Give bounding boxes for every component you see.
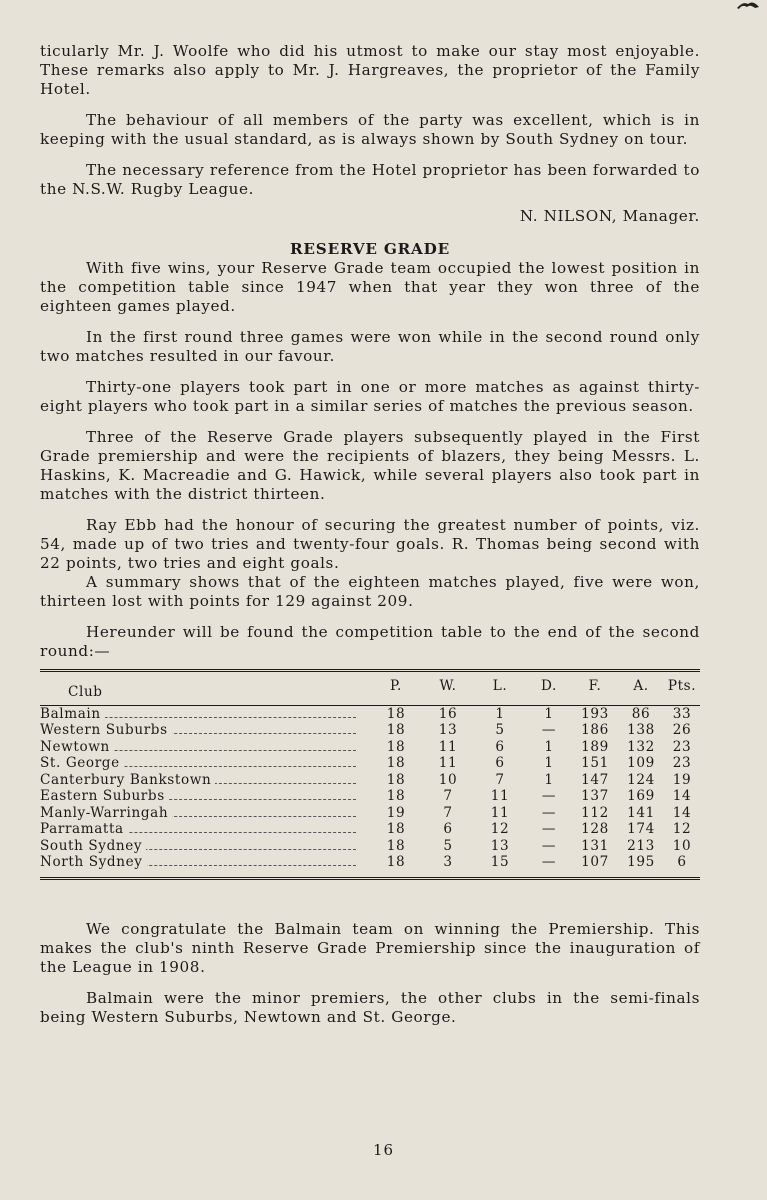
cell-l: 15 [490, 854, 510, 870]
cell-w: 3 [443, 854, 453, 870]
table-row [40, 705, 700, 722]
competition-table-wrap [40, 669, 700, 880]
cell-pts: 19 [672, 771, 692, 788]
cell-pts: 33 [672, 705, 692, 722]
competition-table [40, 672, 700, 871]
cell-w: 16 [438, 705, 458, 722]
cell-f: 128 [581, 821, 609, 837]
club-name: Western Suburbs [40, 722, 172, 738]
cell-w: 11 [438, 738, 458, 755]
cell-p: 19 [386, 804, 406, 821]
club-name: Canterbury Bankstown [40, 772, 215, 788]
cell-d: — [541, 854, 557, 870]
club-name: Manly-Warringah [40, 805, 172, 821]
cell-p: 18 [386, 788, 406, 804]
cell-pts: 10 [672, 837, 692, 854]
table-row [40, 854, 700, 871]
cell-l: 6 [495, 755, 505, 771]
cell-d: 1 [544, 705, 554, 722]
cell-p: 18 [386, 821, 406, 837]
cell-p: 18 [386, 755, 406, 771]
cell-d: 1 [544, 738, 554, 755]
cell-club [40, 854, 370, 871]
paragraph-table-intro: Hereunder will be found the competition table to the end of the second round:— [40, 623, 700, 660]
cell-a: 213 [627, 837, 655, 854]
cell-d: 1 [544, 771, 554, 788]
cell-pts: 14 [672, 804, 692, 821]
paragraph-summary: A summary shows that of the eighteen matches played, five were won, thirteen lost with points for 129 against 209. [40, 573, 700, 610]
cell-w: 10 [438, 771, 458, 788]
cell-d: — [541, 821, 557, 837]
cell-p: 18 [386, 837, 406, 854]
cell-w: 13 [438, 722, 458, 738]
table-row [40, 722, 700, 739]
cell-a: 109 [627, 755, 655, 771]
cell-p: 18 [386, 705, 406, 722]
header-lost: L. [474, 672, 526, 705]
cell-l: 7 [495, 771, 505, 788]
table-row [40, 755, 700, 772]
cell-l: 11 [490, 788, 510, 804]
cell-club [40, 838, 370, 855]
cell-w: 5 [443, 837, 453, 854]
cell-a: 138 [627, 722, 655, 738]
page-number: 16 [372, 1141, 395, 1159]
cell-pts: 12 [672, 821, 692, 837]
cell-pts: 6 [677, 854, 687, 870]
paragraph-rounds: In the first round three games were won while in the second round only two matches resulted in our favour. [40, 328, 700, 365]
cell-f: 107 [581, 854, 609, 870]
paragraph-first-grade: Three of the Reserve Grade players subsequently played in the First Grade premiership and were the recipients of blazers, they being Messrs. L. Haskins, K. Macreadie and G. Hawick, while several players also took part in matches with the district thirteen. [40, 428, 700, 503]
cell-club [40, 722, 370, 739]
club-name: Newtown [40, 739, 114, 755]
cell-l: 5 [495, 722, 505, 738]
cell-f: 112 [581, 804, 609, 821]
cell-l: 1 [495, 705, 505, 722]
table-row [40, 838, 700, 855]
cell-f: 131 [581, 837, 609, 854]
cell-club [40, 821, 370, 838]
cell-f: 137 [581, 788, 609, 804]
paragraph-points: Ray Ebb had the honour of securing the greatest number of points, viz. 54, made up of two tries and twenty-four goals. R. Thomas being second with 22 points, two tries and eight goals. [40, 516, 700, 572]
cell-l: 12 [490, 821, 510, 837]
club-name: South Sydney [40, 838, 146, 854]
paragraph-minor-premiers: Balmain were the minor premiers, the other clubs in the semi-finals being Western Suburbs, Newtown and St. George. [40, 988, 700, 1026]
club-name: Parramatta [40, 821, 128, 837]
cell-pts: 23 [672, 755, 692, 771]
cell-f: 193 [581, 705, 609, 722]
paragraph-players: Thirty-one players took part in one or more matches as against thirty-eight players who took part in a similar series of matches the previous season. [40, 378, 700, 415]
cell-a: 195 [627, 854, 655, 870]
cell-club [40, 755, 370, 772]
club-name: Balmain [40, 706, 105, 722]
cell-w: 7 [443, 804, 453, 821]
cell-f: 147 [581, 771, 609, 788]
club-name: Eastern Suburbs [40, 788, 169, 804]
paragraph-five-wins: With five wins, your Reserve Grade team occupied the lowest position in the competition table since 1947 when that year they won three of the eighteen games played. [40, 259, 700, 315]
cell-l: 11 [490, 804, 510, 821]
cell-f: 151 [581, 755, 609, 771]
table-header-row [40, 672, 700, 705]
table-row [40, 772, 700, 789]
cell-club [40, 739, 370, 756]
cell-w: 7 [443, 788, 453, 804]
cell-p: 18 [386, 771, 406, 788]
header-club: Club [40, 672, 370, 705]
cell-a: 86 [631, 705, 651, 722]
cell-f: 186 [581, 722, 609, 738]
cell-a: 141 [627, 804, 655, 821]
club-name: North Sydney [40, 854, 147, 870]
cell-a: 132 [627, 738, 655, 755]
manager-signature: N. NILSON, Manager. [519, 207, 700, 225]
cell-club [40, 805, 370, 822]
cell-d: 1 [544, 755, 554, 771]
table-row [40, 739, 700, 756]
table-body [40, 705, 700, 871]
table-row [40, 788, 700, 805]
header-for: F. [572, 672, 618, 705]
corner-ink-mark [735, 0, 761, 10]
cell-p: 18 [386, 854, 406, 870]
header-won: W. [422, 672, 474, 705]
header-drawn: D. [526, 672, 572, 705]
table-bottom-rule [40, 877, 700, 880]
cell-w: 11 [438, 755, 458, 771]
header-against: A. [618, 672, 664, 705]
header-points: Pts. [664, 672, 700, 705]
table-row [40, 805, 700, 822]
cell-club [40, 705, 370, 722]
cell-l: 13 [490, 837, 510, 854]
cell-w: 6 [443, 821, 453, 837]
paragraph-continued: ticularly Mr. J. Woolfe who did his utmost to make our stay most enjoyable. These remarks also apply to Mr. J. Hargreaves, the proprietor of the Family Hotel. [40, 42, 700, 98]
cell-d: — [541, 788, 557, 804]
cell-f: 189 [581, 738, 609, 755]
cell-a: 169 [627, 788, 655, 804]
cell-pts: 26 [672, 722, 692, 738]
cell-p: 18 [386, 722, 406, 738]
cell-pts: 23 [672, 738, 692, 755]
cell-d: — [541, 722, 557, 738]
cell-l: 6 [495, 738, 505, 755]
paragraph-behaviour: The behaviour of all members of the party was excellent, which is in keeping with the usual standard, as is always shown by South Sydney on tour. [40, 111, 700, 148]
header-played: P. [370, 672, 422, 705]
table-row [40, 821, 700, 838]
section-heading: RESERVE GRADE [290, 240, 450, 258]
cell-d: — [541, 804, 557, 821]
cell-a: 124 [627, 771, 655, 788]
page-content [40, 42, 700, 1027]
club-name: St. George [40, 755, 124, 771]
cell-club [40, 772, 370, 789]
paragraph-reference: The necessary reference from the Hotel proprietor has been forwarded to the N.S.W. Rugby League. [40, 161, 700, 198]
cell-a: 174 [627, 821, 655, 837]
cell-d: — [541, 837, 557, 854]
cell-club [40, 788, 370, 805]
cell-p: 18 [386, 738, 406, 755]
paragraph-congratulate: We congratulate the Balmain team on winning the Premiership. This makes the club's ninth Reserve Grade Premiership since the inauguration of the League in 1908. [40, 919, 700, 976]
cell-pts: 14 [672, 788, 692, 804]
